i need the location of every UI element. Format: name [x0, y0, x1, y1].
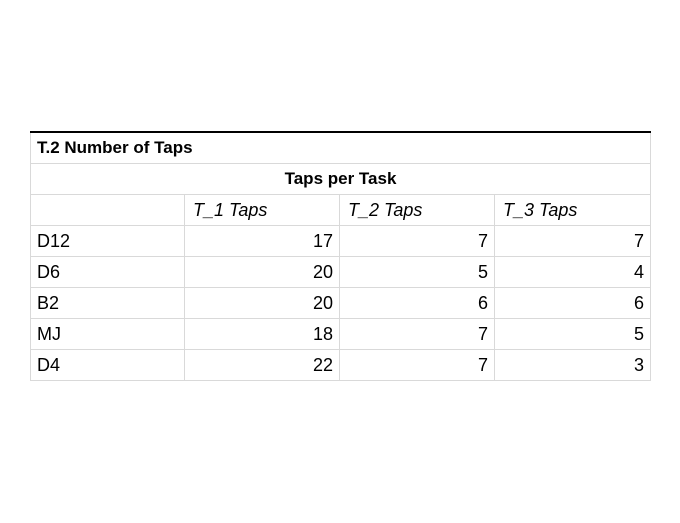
- cell-t2: 6: [340, 288, 495, 319]
- cell-t2: 7: [340, 319, 495, 350]
- row-label: D12: [31, 226, 185, 257]
- column-header-row: [31, 195, 651, 226]
- cell-t1: 22: [185, 350, 340, 381]
- column-header-empty: [31, 195, 185, 226]
- cell-t1: 17: [185, 226, 340, 257]
- table-row: [31, 319, 651, 350]
- cell-t3: 3: [495, 350, 651, 381]
- column-header-t3: T_3 Taps: [495, 195, 651, 226]
- table-title: T.2 Number of Taps: [31, 132, 651, 164]
- column-header-t1: T_1 Taps: [185, 195, 340, 226]
- taps-table-container: [30, 131, 650, 381]
- cell-t3: 6: [495, 288, 651, 319]
- row-label: MJ: [31, 319, 185, 350]
- row-label: B2: [31, 288, 185, 319]
- cell-t1: 20: [185, 257, 340, 288]
- row-label: D6: [31, 257, 185, 288]
- cell-t2: 5: [340, 257, 495, 288]
- column-header-t2: T_2 Taps: [340, 195, 495, 226]
- cell-t3: 4: [495, 257, 651, 288]
- taps-table: [30, 131, 651, 381]
- cell-t2: 7: [340, 350, 495, 381]
- cell-t3: 5: [495, 319, 651, 350]
- row-label: D4: [31, 350, 185, 381]
- cell-t2: 7: [340, 226, 495, 257]
- cell-t3: 7: [495, 226, 651, 257]
- table-row: [31, 257, 651, 288]
- table-row: [31, 350, 651, 381]
- table-row: [31, 226, 651, 257]
- cell-t1: 18: [185, 319, 340, 350]
- cell-t1: 20: [185, 288, 340, 319]
- title-row: [31, 132, 651, 164]
- group-header: Taps per Task: [31, 164, 651, 195]
- table-row: [31, 288, 651, 319]
- group-header-row: [31, 164, 651, 195]
